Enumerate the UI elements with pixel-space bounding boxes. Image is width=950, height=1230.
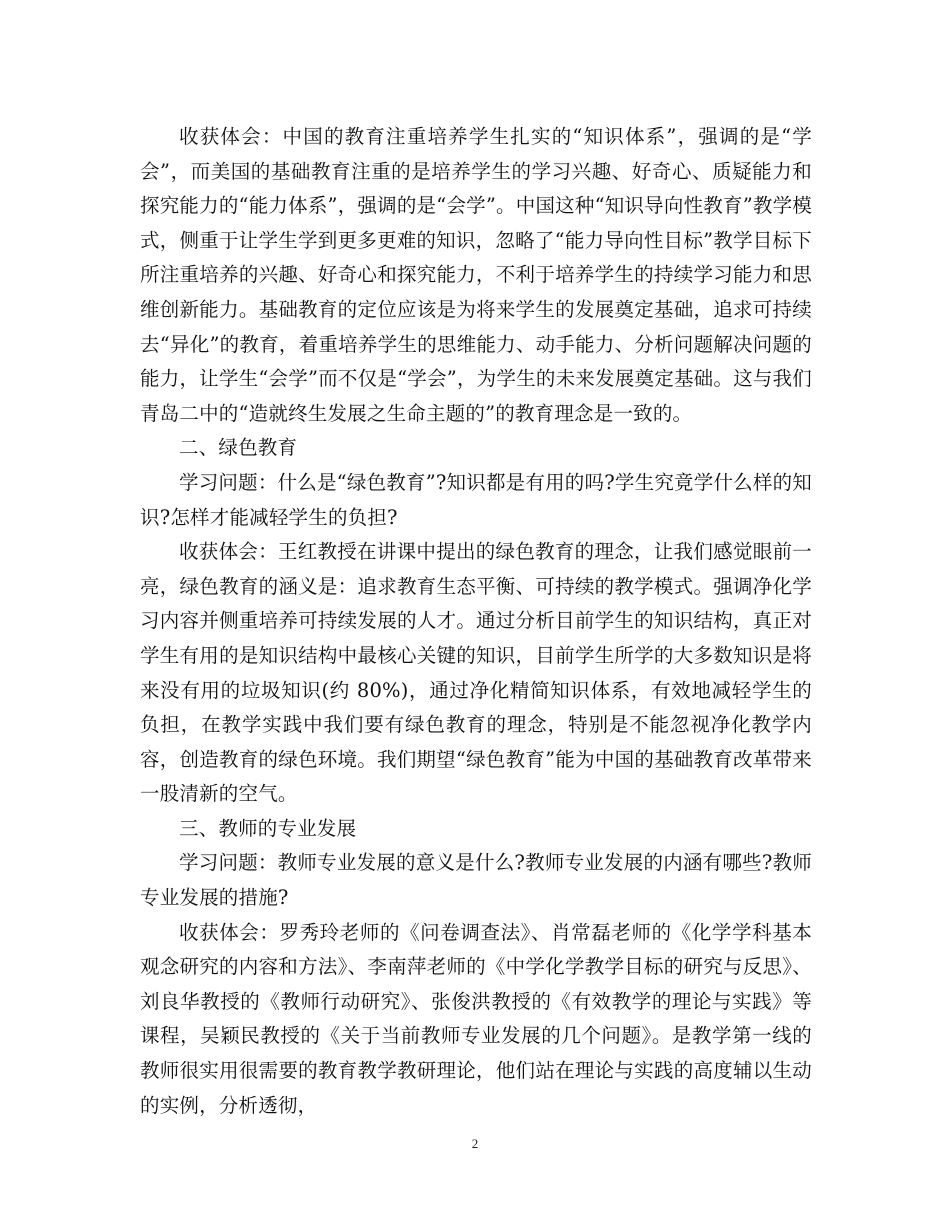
section-heading-green-education: 二、绿色教育 [179, 436, 298, 460]
paragraph-questions-teacher-development: 学习问题：教师专业发展的意义是什么?教师专业发展的内涵有哪些?教师专业发展的措施? [140, 851, 812, 910]
paragraph-gains-green-education: 收获体会：王红教授在讲课中提出的绿色教育的理念，让我们感觉眼前一亮，绿色教育的涵义是：追求教育生态平衡、可持续的教学模式。强调净化学习内容并侧重培养可持续发展的人才。通过分析目前学生的知识结构，真正对学生有用的是知识结构中最核心关键的知识，目前学生所学的大多数知识是将来没有用的垃圾知识(约 80%)，通过净化精简知识体系，有效地减轻学生的负担，在教学实践中我们要有绿色教育的理念，特别是不能忽视净化教学内容，创造教育的绿色环境。我们期望“绿色教育”能为中国的基础教育改革带来一股清新的空气。 [140, 540, 812, 806]
page-number: 2 [471, 1136, 479, 1151]
paragraph-gains-teacher-development: 收获体会：罗秀玲老师的《问卷调查法》、肖常磊老师的《化学学科基本观念研究的内容和方法》、李南萍老师的《中学化学教学目标的研究与反思》、刘良华教授的《教师行动研究》、张俊洪教授的《有效教学的理论与实践》等课程，吴颖民教授的《关于当前教师专业发展的几个问题》。是教学第一线的教师很实用很需要的教育教学教研理论，他们站在理论与实践的高度辅以生动的实例，分析透彻， [140, 920, 812, 1117]
section-heading-teacher-development: 三、教师的专业发展 [179, 816, 357, 840]
paragraph-questions-green-education: 学习问题：什么是“绿色教育”?知识都是有用的吗?学生究竟学什么样的知识?怎样才能减轻学生的负担? [140, 470, 812, 529]
document-page [140, 120, 812, 1123]
paragraph-gains-knowledge-system: 收获体会：中国的教育注重培养学生扎实的“知识体系”，强调的是“学会”，而美国的基础教育注重的是培养学生的学习兴趣、好奇心、质疑能力和探究能力的“能力体系”，强调的是“会学”。中国这种“知识导向性教育”教学模式，侧重于让学生学到更多更难的知识，忽略了“能力导向性目标”教学目标下所注重培养的兴趣、好奇心和探究能力，不利于培养学生的持续学习能力和思维创新能力。基础教育的定位应该是为将来学生的发展奠定基础，追求可持续去“异化”的教育，着重培养学生的思维能力、动手能力、分析问题解决问题的能力，让学生“会学”而不仅是“学会”，为学生的未来发展奠定基础。这与我们青岛二中的“造就终生发展之生命主题的”的教育理念是一致的。 [140, 125, 812, 425]
